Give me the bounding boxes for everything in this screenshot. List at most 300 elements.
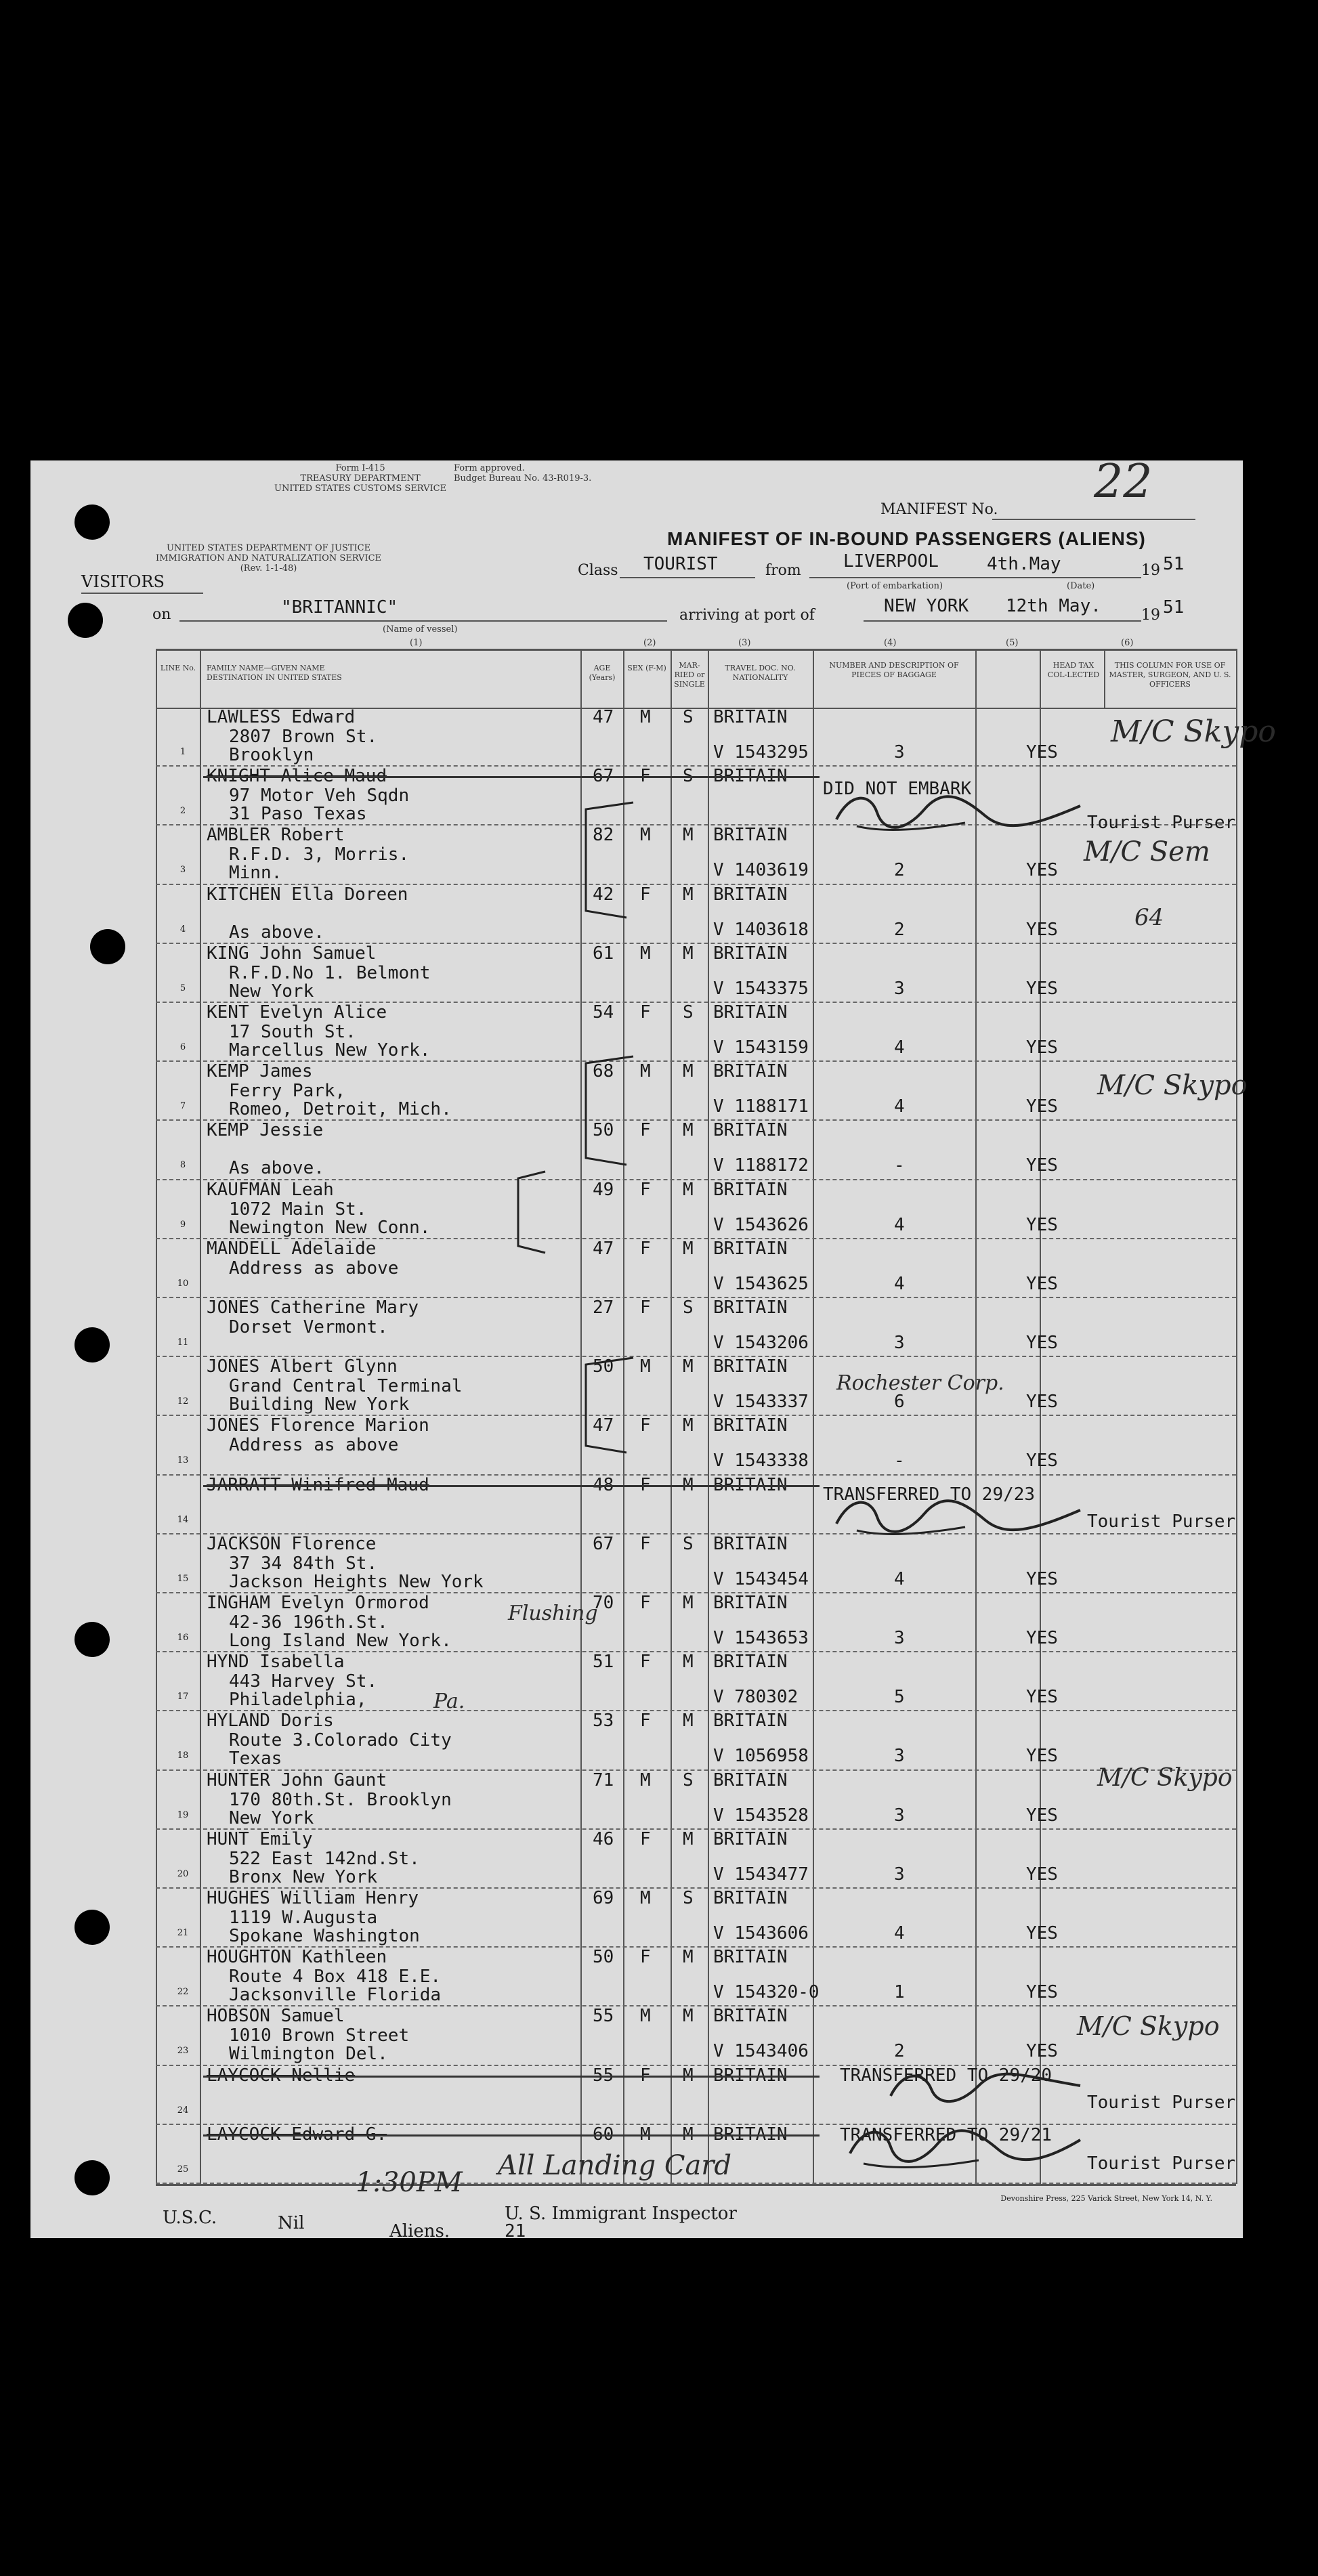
purser-signature — [884, 2065, 1087, 2113]
nationality-cell: BRITAIN — [713, 1297, 788, 1318]
marital-status-cell: S — [683, 1888, 694, 1908]
marital-status-cell: S — [683, 1297, 694, 1318]
address-line: 1010 Brown Street — [229, 2025, 410, 2046]
address-line: Minn. — [229, 863, 282, 884]
baggage-cell: - — [894, 1451, 905, 1472]
travel-doc-cell: V 1543454 — [713, 1568, 809, 1589]
marital-status-cell: M — [683, 884, 694, 905]
visitors-label: VISITORS — [81, 572, 165, 591]
travel-doc-cell: V 154320-0 — [713, 1982, 820, 2003]
marital-status-cell: M — [683, 1238, 694, 1259]
nationality-cell: BRITAIN — [713, 1179, 788, 1200]
address-line: Dorset Vermont. — [229, 1317, 388, 1337]
address-line: Address as above — [229, 1258, 399, 1279]
table-row — [156, 708, 1236, 767]
marital-status-cell: M — [683, 1415, 694, 1436]
strike-line — [203, 776, 820, 778]
manifest-sheet: Form I-415 TREASURY DEPARTMENT UNITED STATES CUSTOMS SERVICE UNITED STATES DEPARTMENT OF JUSTICE IMMIGRATION AND NATURALIZATION SERVICE (Rev. 1-1-48) Form approved. Budget Bureau No. 43-R019-3. MANIFEST No. 22 MANIFEST OF IN-BOUND PASSENGERS (ALIENS) VISITORS Class TOURIST from LIVERPOOL 4th.May 19 51 (Port of embarkation) (Date) on "BRITANNIC" (Name of vessel) arriving at port of NEW YORK 12th May. 19 51 (1) (2) (3) (4) (5) (6) LINE No. FAMILY NAME—GIVEN NAME DESTINATION IN UNITED STATES AGE (Years) SEX (F-M) MAR-RIED or SINGLE TRAVEL DOC. NO. NATIONALITY NUMBER AND DESCRIPTION OF PIECES OF BAGGAGE HEAD TAX COL-LECTED THIS COLUMN FOR USE OF MASTER, SURGEON, AND U. S. OFFICERS 1 LAWLESS Edward 2807 Brown St. Brooklyn 47 M S BRITAIN V 1543295 3 YES 2 KNIGHT Alice Maud 97 Motor Veh Sqdn 31 Paso Texas 67 F S BRITAIN 3 AMBLER Robert R.F.D. 3, Morris. Minn. 82 M M BRITAIN V 1403619 2 YES 4 KITCHEN Ella Doreen As above. 42 F M BRITAIN V 1403618 2 YES 5 KING John Samuel R.F.D.No 1. Belmont New York 61 M M BRITAIN V 1543375 3 YES 6 KENT Evelyn Alice 17 South St. Marcellus New York. 54 F S BRITAIN V 1543159 4 YES 7 KEMP James Ferry Park, Romeo, Detroit, Mich. 68 M M BRITAIN V 1188171 4 YES 8 KEMP Jessie As above. 50 F M BRITAIN V 1188172 - YES 9 KAUFMAN Leah 1072 Main St. Newington New Conn. 49 F M BRITAIN V 1543626 4 YES 10 MANDELL Adelaide Address as above 47 F M BRITAIN V 1543625 4 YES 11 JONES Catherine Mary Dorset Vermont. 27 F S BRITAIN V 1543206 3 YES 12 JONES Albert Glynn Grand Central Terminal Building New York 50 M M BRITAIN V 1543337 6 YES 13 JONES Florence Marion Address as above 47 F M BRITAIN V 1543338 - YES 14 JARRATT Winifred Maud 48 F M BRITAIN 15 JACKSON Florence 37 34 84th St. Jackson Heights New York 67 F S BRITAIN V 1543454 4 YES 16 INGHAM Evelyn Ormorod 42-36 196th.St. Long Island New York. 70 F M BRITAIN V 1543653 3 YES 17 HYND Isabella 443 Harvey St. Philadelphia, 51 F M BRITAIN V 780302 5 YES 18 HYLAND Doris Route 3.Colorado City Texas 53 F M BRITAIN V 1056958 3 YES 19 HUNTER John Gaunt 170 80th.St. Brooklyn New York 71 M S BRITAIN V 1543528 3 YES 20 HUNT Emily 522 East 142nd.St. Bronx New York 46 F M BRITAIN V 1543477 3 YES 21 HUGHES William Henry 1119 W.Augusta Spokane Washington 69 M S BRITAIN V 1543606 4 YES 22 HOUGHTON Kathleen Route 4 Box 418 E.E. Jacksonville Florida 50 F M BRITAIN V 154320-0 1 YES 23 HOBSON Samuel 1010 Brown Street Wilmington Del. 55 M M BRITAIN V 1543406 2 YES 24 LAYCOCK Nellie 55 F M BRITAIN 25 LAYCOCK Edward G. 60 M M BRITAIN DID NOT EMBARK Tourist Purser TRANSFERRED TO 29/23 Tourist Purser TRANSFERRED TO 29/20 Tourist Purser TRANSFERRED TO 29/21 Tourist Purser M/C Skypo M/C Sem 64 M/C Skypo Rochester Corp. Flushing Pa. M/C Skypo M/C Skypo 1:30PM All Landing Card Devonshire Press, 225 Varick Street, New York 14, N. Y. U.S.C. Nil Aliens. 21 U. S. Immigrant Inspector — [30, 460, 1243, 2238]
transferred-note-14: TRANSFERRED TO 29/23 — [823, 1484, 1036, 1505]
embark-date: 4th.May — [987, 554, 1061, 574]
dept-customs: UNITED STATES CUSTOMS SERVICE — [274, 484, 447, 494]
manifest-no-label: MANIFEST No. — [880, 501, 998, 518]
sex-cell: F — [640, 1947, 651, 1968]
address-line: 443 Harvey St. — [229, 1671, 378, 1692]
transferred-note-25: TRANSFERRED TO 29/21 — [840, 2125, 1053, 2145]
handwritten-time: 1:30PM — [356, 2167, 463, 2198]
address-line: R.F.D. 3, Morris. — [229, 844, 410, 865]
handwritten-mc-23: M/C Skypo — [1077, 2011, 1220, 2041]
head-tax-cell: YES — [1026, 1392, 1058, 1413]
from-value: LIVERPOOL — [843, 551, 939, 572]
table-row — [156, 1593, 1236, 1652]
age-cell: 47 — [593, 707, 614, 727]
passenger-name: KNIGHT Alice Maud — [207, 766, 387, 787]
header-age: AGE (Years) — [589, 664, 616, 682]
passenger-name: KENT Evelyn Alice — [207, 1002, 387, 1023]
passenger-name: JONES Albert Glynn — [207, 1356, 398, 1377]
sex-cell: F — [640, 1297, 651, 1318]
baggage-cell: 4 — [894, 1568, 905, 1589]
nationality-cell: BRITAIN — [713, 1002, 788, 1023]
table-row — [156, 1121, 1236, 1180]
passenger-name: HUNTER John Gaunt — [207, 1769, 387, 1790]
line-number: 24 — [177, 2105, 189, 2116]
table-row — [156, 1830, 1236, 1889]
nationality-cell: BRITAIN — [713, 1828, 788, 1849]
class-value: TOURIST — [643, 554, 718, 574]
arriving-label: arriving at port of — [679, 607, 815, 624]
manifest-number: 22 — [1094, 455, 1153, 509]
punch-hole — [75, 2160, 110, 2195]
header-sex: SEX (F-M) — [627, 664, 666, 672]
handwritten-pa: Pa. — [433, 1690, 465, 1713]
marital-status-cell: S — [683, 707, 694, 727]
nationality-cell: BRITAIN — [713, 2006, 788, 2027]
address-line: Wilmington Del. — [229, 2044, 388, 2065]
line-number: 19 — [177, 1809, 189, 1820]
address-line: Grand Central Terminal — [229, 1376, 463, 1397]
punch-hole — [75, 1622, 110, 1657]
head-tax-cell: YES — [1026, 1628, 1058, 1648]
dept-immigration: IMMIGRATION AND NATURALIZATION SERVICE — [156, 553, 382, 563]
form-header-left — [274, 463, 446, 494]
age-cell: 49 — [593, 1179, 614, 1200]
travel-doc-cell: V 1543338 — [713, 1451, 809, 1472]
punch-hole — [75, 1910, 110, 1945]
marital-status-cell: M — [683, 943, 694, 964]
punch-hole — [75, 1327, 110, 1362]
head-tax-cell: YES — [1026, 1451, 1058, 1472]
travel-doc-cell: V 1403618 — [713, 919, 809, 940]
line-number: 4 — [179, 924, 186, 935]
handwritten-64: 64 — [1134, 904, 1164, 931]
baggage-cell: 4 — [894, 1923, 905, 1944]
line-number: 15 — [177, 1573, 189, 1584]
line-number: 13 — [177, 1455, 189, 1466]
handwritten-mc-1: M/C Skypo — [1111, 714, 1276, 749]
nationality-cell: BRITAIN — [713, 1238, 788, 1259]
marital-status-cell: M — [683, 2065, 694, 2086]
nationality-cell: BRITAIN — [713, 1120, 788, 1141]
baggage-cell: 1 — [894, 1982, 905, 2003]
head-tax-cell: YES — [1026, 919, 1058, 940]
handwritten-rochester: Rochester Corp. — [836, 1371, 1004, 1395]
nationality-cell: BRITAIN — [713, 1593, 788, 1613]
address-line: Ferry Park, — [229, 1081, 346, 1102]
head-tax-cell: YES — [1026, 1923, 1058, 1944]
passenger-name: HOBSON Samuel — [207, 2006, 345, 2027]
line-number: 1 — [179, 747, 186, 757]
baggage-cell: 3 — [894, 1805, 905, 1826]
address-line: Jackson Heights New York — [229, 1571, 484, 1592]
age-cell: 60 — [593, 2124, 614, 2145]
baggage-cell: 5 — [894, 1687, 905, 1708]
passenger-name: HYND Isabella — [207, 1652, 345, 1673]
address-line: 2807 Brown St. — [229, 727, 378, 747]
head-tax-cell: YES — [1026, 1982, 1058, 2003]
address-line: Marcellus New York. — [229, 1040, 431, 1060]
head-tax-cell: YES — [1026, 1687, 1058, 1708]
marital-status-cell: M — [683, 1947, 694, 1968]
travel-doc-cell: V 1543625 — [713, 1273, 809, 1294]
travel-doc-cell: V 780302 — [713, 1687, 799, 1708]
sex-cell: M — [640, 825, 651, 846]
address-line: 522 East 142nd.St. — [229, 1848, 420, 1869]
address-line: New York — [229, 1807, 314, 1828]
address-line: Spokane Washington — [229, 1926, 420, 1946]
header-head-tax: HEAD TAX COL-LECTED — [1047, 661, 1100, 679]
sex-cell: F — [640, 1179, 651, 1200]
nationality-cell: BRITAIN — [713, 825, 788, 846]
baggage-cell: 4 — [894, 1214, 905, 1235]
marital-status-cell: M — [683, 1711, 694, 1732]
family-bracket — [566, 1050, 647, 1172]
handwritten-footer-note: All Landing Card — [498, 2150, 732, 2181]
travel-doc-cell: V 1403619 — [713, 860, 809, 881]
address-line: 31 Paso Texas — [229, 804, 367, 825]
header-baggage: NUMBER AND DESCRIPTION OF PIECES OF BAGGAGE — [829, 661, 959, 679]
on-label: on — [152, 606, 171, 623]
travel-doc-cell: V 1543626 — [713, 1214, 809, 1235]
head-tax-cell: YES — [1026, 1864, 1058, 1885]
sex-cell: M — [640, 2124, 651, 2145]
purser-signature — [830, 786, 1087, 840]
line-number: 17 — [177, 1692, 189, 1702]
footer-nil: Nil — [278, 2213, 305, 2233]
passenger-name: INGHAM Evelyn Ormorod — [207, 1593, 429, 1613]
marital-status-cell: M — [683, 1828, 694, 1849]
did-not-embark-note: DID NOT EMBARK — [823, 779, 972, 799]
passenger-name: LAYCOCK Nellie — [207, 2065, 356, 2086]
purser-note-2: Tourist Purser — [1087, 813, 1236, 833]
line-number: 6 — [179, 1042, 186, 1052]
table-row — [156, 1889, 1236, 1948]
baggage-cell: 4 — [894, 1096, 905, 1117]
vessel-name: "BRITANNIC" — [281, 597, 398, 618]
nationality-cell: BRITAIN — [713, 1061, 788, 1082]
marital-status-cell: M — [683, 1179, 694, 1200]
strike-line — [203, 2076, 820, 2078]
line-number: 16 — [177, 1633, 189, 1643]
family-bracket — [566, 796, 647, 931]
marital-status-cell: M — [683, 825, 694, 846]
table-row — [156, 1062, 1236, 1121]
passenger-name: KITCHEN Ella Doreen — [207, 884, 408, 905]
baggage-cell: 4 — [894, 1273, 905, 1294]
baggage-cell: 4 — [894, 1037, 905, 1058]
table-row — [156, 1239, 1236, 1298]
address-line: Bronx New York — [229, 1866, 378, 1887]
passenger-name: JONES Catherine Mary — [207, 1297, 419, 1318]
marital-status-cell: S — [683, 1002, 694, 1023]
sex-cell: F — [640, 1593, 651, 1613]
line-number: 10 — [177, 1278, 189, 1289]
head-tax-cell: YES — [1026, 978, 1058, 999]
age-cell: 53 — [593, 1711, 614, 1732]
sex-cell: M — [640, 707, 651, 727]
address-line: As above. — [229, 1158, 324, 1179]
passenger-name: LAWLESS Edward — [207, 707, 356, 727]
line-number: 23 — [177, 2046, 189, 2057]
head-tax-cell: YES — [1026, 1155, 1058, 1176]
baggage-cell: 2 — [894, 860, 905, 881]
form-revision: (Rev. 1-1-48) — [240, 563, 297, 574]
head-tax-cell: YES — [1026, 860, 1058, 881]
nationality-cell: BRITAIN — [713, 1356, 788, 1377]
class-label: Class — [578, 562, 618, 579]
transferred-note-24: TRANSFERRED TO 29/20 — [840, 2065, 1053, 2086]
table-row — [156, 1003, 1236, 1062]
nationality-cell: BRITAIN — [713, 1711, 788, 1732]
age-cell: 48 — [593, 1474, 614, 1495]
nationality-cell: BRITAIN — [713, 943, 788, 964]
passenger-name: KAUFMAN Leah — [207, 1179, 334, 1200]
address-line: Texas — [229, 1748, 282, 1769]
footer-inspector: U. S. Immigrant Inspector — [505, 2204, 737, 2224]
table-row — [156, 1357, 1236, 1416]
address-line: Address as above — [229, 1435, 399, 1456]
line-number: 12 — [177, 1396, 189, 1407]
header-officers: THIS COLUMN FOR USE OF MASTER, SURGEON, AND U. S. OFFICERS — [1109, 661, 1231, 689]
address-line: Brooklyn — [229, 745, 314, 765]
purser-signature — [843, 2120, 1087, 2174]
line-number: 14 — [177, 1514, 189, 1525]
family-bracket — [566, 1351, 647, 1459]
age-cell: 54 — [593, 1002, 614, 1023]
dept-justice: UNITED STATES DEPARTMENT OF JUSTICE — [166, 543, 371, 553]
strike-line — [203, 1485, 820, 1487]
nationality-cell: BRITAIN — [713, 707, 788, 727]
baggage-cell: 2 — [894, 919, 905, 940]
head-tax-cell: YES — [1026, 1568, 1058, 1589]
table-row — [156, 1948, 1236, 2006]
address-line: 17 South St. — [229, 1022, 356, 1042]
table-row — [156, 944, 1236, 1003]
travel-doc-cell: V 1543406 — [713, 2041, 809, 2062]
passenger-name: KING John Samuel — [207, 943, 377, 964]
passenger-name: MANDELL Adelaide — [207, 1238, 377, 1259]
address-line: Romeo, Detroit, Mich. — [229, 1099, 452, 1120]
address-line: 1119 W.Augusta — [229, 1908, 378, 1928]
travel-doc-cell: V 1543528 — [713, 1805, 809, 1826]
age-cell: 68 — [593, 1061, 614, 1082]
marital-status-cell: M — [683, 1120, 694, 1141]
age-cell: 82 — [593, 825, 614, 846]
punch-hole — [75, 505, 110, 540]
sex-cell: M — [640, 943, 651, 964]
printer-note: Devonshire Press, 225 Varick Street, New York 14, N. Y. — [1000, 2194, 1212, 2203]
sex-cell: M — [640, 2006, 651, 2027]
age-cell: 42 — [593, 884, 614, 905]
travel-doc-cell: V 1543206 — [713, 1333, 809, 1353]
head-tax-cell: YES — [1026, 1214, 1058, 1235]
travel-doc-cell: V 1188171 — [713, 1096, 809, 1117]
address-line: Route 4 Box 418 E.E. — [229, 1967, 442, 1988]
passenger-name: JARRATT Winifred Maud — [207, 1474, 429, 1495]
head-tax-cell: YES — [1026, 742, 1058, 763]
passenger-name: JACKSON Florence — [207, 1533, 377, 1554]
address-line: R.F.D.No 1. Belmont — [229, 962, 431, 983]
baggage-cell: 6 — [894, 1392, 905, 1413]
sex-cell: F — [640, 766, 651, 787]
sex-cell: F — [640, 1828, 651, 1849]
sex-cell: F — [640, 1238, 651, 1259]
passenger-name: JONES Florence Marion — [207, 1415, 429, 1436]
age-cell: 67 — [593, 766, 614, 787]
travel-doc-cell: V 1056958 — [713, 1746, 809, 1767]
sex-cell: M — [640, 1769, 651, 1790]
age-cell: 69 — [593, 1888, 614, 1908]
arrival-port: NEW YORK — [884, 596, 969, 616]
footer-aliens: Aliens. — [389, 2221, 450, 2241]
nationality-cell: BRITAIN — [713, 2124, 788, 2145]
marital-status-cell: M — [683, 1474, 694, 1495]
age-cell: 55 — [593, 2006, 614, 2027]
table-row — [156, 1180, 1236, 1239]
age-cell: 55 — [593, 2065, 614, 2086]
punch-hole — [68, 603, 103, 638]
sex-cell: F — [640, 1120, 651, 1141]
line-number: 22 — [177, 1987, 189, 1998]
table-row — [156, 1771, 1236, 1830]
table-row — [156, 1416, 1236, 1475]
address-line: Jacksonville Florida — [229, 1985, 442, 2006]
passenger-name: KEMP James — [207, 1061, 313, 1082]
line-number: 9 — [179, 1219, 186, 1230]
baggage-cell: - — [894, 1155, 905, 1176]
sex-cell: F — [640, 1652, 651, 1673]
head-tax-cell: YES — [1026, 1096, 1058, 1117]
address-line: 37 34 84th St. — [229, 1553, 378, 1574]
head-tax-cell: YES — [1026, 1333, 1058, 1353]
passenger-name: LAYCOCK Edward G. — [207, 2124, 387, 2145]
age-cell: 70 — [593, 1593, 614, 1613]
nationality-cell: BRITAIN — [713, 1415, 788, 1436]
line-number: 18 — [177, 1751, 189, 1761]
nationality-cell: BRITAIN — [713, 1652, 788, 1673]
address-line: Philadelphia, — [229, 1690, 367, 1711]
line-number: 21 — [177, 1928, 189, 1938]
address-line: 1072 Main St. — [229, 1199, 367, 1220]
age-cell: 47 — [593, 1238, 614, 1259]
line-number: 5 — [179, 983, 186, 993]
nationality-cell: BRITAIN — [713, 1474, 788, 1495]
age-cell: 50 — [593, 1947, 614, 1968]
line-number: 2 — [179, 806, 186, 817]
purser-note-24: Tourist Purser — [1087, 2092, 1236, 2113]
travel-doc-cell: V 1543606 — [713, 1923, 809, 1944]
from-label: from — [765, 562, 801, 579]
sex-cell: M — [640, 1356, 651, 1377]
nationality-cell: BRITAIN — [713, 2065, 788, 2086]
age-cell: 67 — [593, 1533, 614, 1554]
table-row — [156, 1652, 1236, 1711]
age-cell: 71 — [593, 1769, 614, 1790]
address-line: Route 3.Colorado City — [229, 1730, 452, 1751]
nationality-cell: BRITAIN — [713, 1947, 788, 1968]
form-header-justice — [156, 543, 381, 574]
baggage-cell: 3 — [894, 742, 905, 763]
sex-cell: F — [640, 884, 651, 905]
nationality-cell: BRITAIN — [713, 1533, 788, 1554]
form-approved: Form approved. Budget Bureau No. 43-R019-3. — [454, 463, 592, 484]
family-bracket — [498, 1165, 559, 1260]
marital-status-cell: M — [683, 1593, 694, 1613]
baggage-cell: 3 — [894, 1864, 905, 1885]
purser-note-25: Tourist Purser — [1087, 2153, 1236, 2174]
baggage-cell: 2 — [894, 2041, 905, 2062]
line-number: 20 — [177, 1868, 189, 1879]
handwritten-mc-3: M/C Sem — [1084, 836, 1210, 867]
header-line-no: LINE No. — [160, 664, 196, 672]
address-line: New York — [229, 981, 314, 1002]
age-cell: 27 — [593, 1297, 614, 1318]
marital-status-cell: S — [683, 1769, 694, 1790]
marital-status-cell: M — [683, 1061, 694, 1082]
header-name: FAMILY NAME—GIVEN NAME DESTINATION IN UNITED STATES — [207, 664, 342, 682]
marital-status-cell: M — [683, 1652, 694, 1673]
sex-cell: F — [640, 1533, 651, 1554]
passenger-name: HUNT Emily — [207, 1828, 313, 1849]
form-number: Form I-415 — [335, 463, 385, 473]
table-row — [156, 1711, 1236, 1770]
line-number: 7 — [179, 1101, 186, 1112]
sex-cell: F — [640, 1415, 651, 1436]
age-cell: 46 — [593, 1828, 614, 1849]
embark-year: 51 — [1163, 554, 1185, 574]
passenger-name: HYLAND Doris — [207, 1711, 334, 1732]
passenger-table — [156, 708, 1236, 2184]
travel-doc-cell: V 1543295 — [713, 742, 809, 763]
head-tax-cell: YES — [1026, 1805, 1058, 1826]
baggage-cell: 3 — [894, 1333, 905, 1353]
baggage-cell: 3 — [894, 1746, 905, 1767]
marital-status-cell: M — [683, 1356, 694, 1377]
marital-status-cell: M — [683, 2006, 694, 2027]
head-tax-cell: YES — [1026, 1746, 1058, 1767]
address-line: 170 80th.St. Brooklyn — [229, 1789, 452, 1810]
marital-status-cell: S — [683, 1533, 694, 1554]
passenger-name: AMBLER Robert — [207, 825, 345, 846]
travel-doc-cell: V 1188172 — [713, 1155, 809, 1176]
page-title: MANIFEST OF IN-BOUND PASSENGERS (ALIENS) — [667, 528, 1146, 549]
marital-status-cell: S — [683, 766, 694, 787]
passenger-name: HUGHES William Henry — [207, 1888, 419, 1908]
footer-usc: U.S.C. — [163, 2208, 217, 2228]
passenger-name: KEMP Jessie — [207, 1120, 324, 1141]
line-number: 25 — [177, 2164, 189, 2174]
line-number: 11 — [177, 1337, 189, 1348]
